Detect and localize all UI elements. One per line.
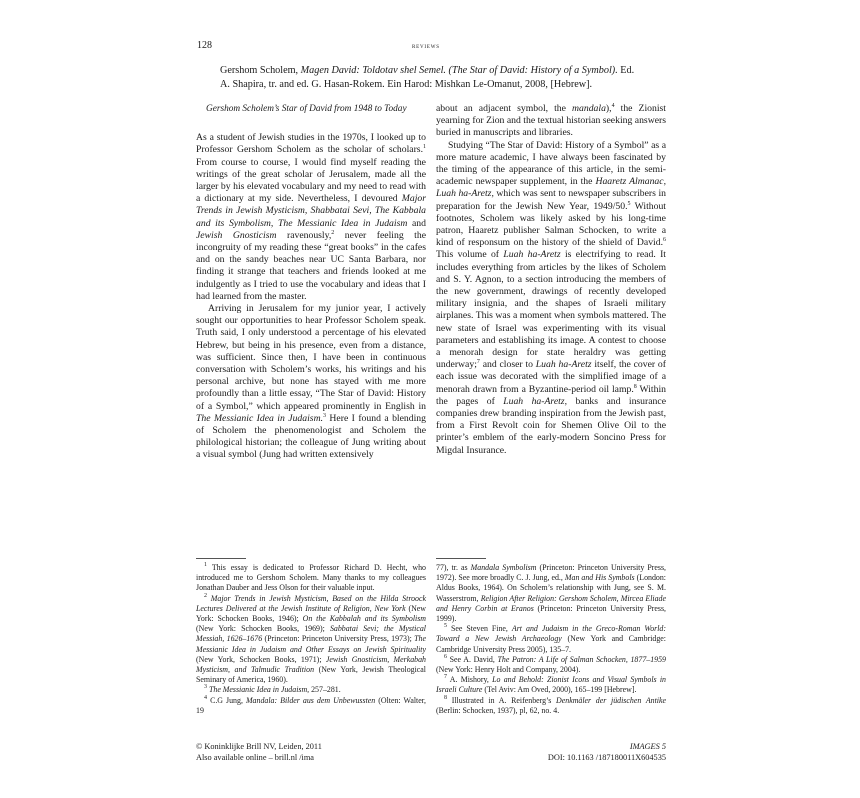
citation-author: Gershom Scholem, <box>220 65 299 76</box>
book-citation <box>196 64 678 92</box>
page-number: 128 <box>197 40 212 51</box>
footnote: $^2$ Major Trends in Jewish Mysticism, Based on the Hilda Stroock Lectures Delivered at the Jewish Institute of Religion, New York (New York: Schocken Books, 1946); On the Kabbalah and its Symbolism (New York: Schocken Books, 1969); Sabbatai Sevi; the Mystical Messiah, 1626–1676 (Princeton: Princeton University Press, 1973); The Messianic Idea in Judaism and Other Essays on Jewish Spirituality (New York, Schocken Books, 1971); Jewish Gnosticism, Merkabah Mysticism, and Talmudic Tradition (New York, Jewish Theological Seminary of America, 1960). <box>196 592 426 685</box>
footnote: $^7$ A. Mishory, Lo and Behold: Zionist Icons and Visual Symbols in Israeli Culture (Tel Aviv: Am Oved, 2000), 165–199 [Hebrew]. <box>436 674 666 695</box>
footer-journal <box>500 741 666 763</box>
citation-ed: Ed. <box>620 65 635 76</box>
footnotes-right <box>436 563 666 716</box>
footnote-ref[interactable]: 2 <box>331 229 335 236</box>
footnote-rule <box>436 558 486 559</box>
footnote: $^1$ This essay is dedicated to Professor Richard D. Hecht, who introduced me to Gershom Scholem. Many thanks to my colleagues Jonathan Dauber and Jess Olson for their valuable input. <box>196 562 426 593</box>
footnote-ref[interactable]: 5 <box>627 200 631 207</box>
footnote-ref[interactable]: 7 <box>476 359 480 366</box>
paragraph: about an adjacent symbol, the mandala),$^4$ the Zionist yearning for Zion and the textual historian seeking answers buried in manuscripts and libraries. <box>436 103 666 139</box>
paragraph: Studying “The Star of David: History of a Symbol” as a more mature academic, I have always been fascinated by the timing of the appearance of this article, in the semi-academic newspaper supplement, in the Haaretz Almanac, Luah ha-Aretz, which was sent to newspaper subscribers in preparation for the Jewish New Year, 1949/50.$^5$ Without footnotes, Scholem was likely asked by his long-time patron, Haaretz publisher Salman Schocken, to write a kind of responsum on the history of the shield of David.$^6$ This volume of Luah ha-Aretz is electrifying to read. It includes everything from articles by the likes of Scholem and S. Y. Agnon, to a section introducing the members of the new government, drawings of recently developed military insignia, and the shapes of Israeli military airplanes. This was a moment when symbols mattered. The new state of Israel was experimenting with its visual parameters and establishing its image. A contest to choose a menorah design for state heraldry was getting underway;$^7$ and closer to Luah ha-Aretz itself, the cover of each issue was decorated with the simplified image of a menorah drawn from a Byzantine-period oil lamp.$^8$ Within the pages of Luah ha-Aretz, banks and insurance companies drew branding inspiration from the Jewish past, from a First Revolt coin for Shemen Olive Oil to the printer’s emblem of the early-modern Soncino Press for Migdal Insurance. <box>436 139 667 456</box>
online-availability-link[interactable]: Also available online – brill.nl /ima <box>196 753 314 762</box>
copyright-line: © Koninklijke Brill NV, Leiden, 2011 <box>196 742 322 751</box>
running-head: reviews <box>412 41 440 50</box>
footnote: $^5$ See Steven Fine, Art and Judaism in the Greco-Roman World: Toward a New Jewish Archaeology (New York and Cambridge: Cambridge University Press 2005), 135–7. <box>436 623 666 654</box>
right-column <box>436 103 666 457</box>
journal-name: IMAGES 5 <box>629 742 666 751</box>
footnotes-left <box>196 563 426 716</box>
footnote-ref[interactable]: 6 <box>663 237 666 244</box>
paragraph: Arriving in Jerusalem for my junior year, I actively sought our opportunities to hear Professor Scholem speak. Truth said, I only understood a percentage of his elevated Hebrew, but being in his presence, even from a distance, was sufficient. Since then, I have been in continuous conversation with Scholem’s works, his writings and his personal archive, but none has stayed with me more profoundly than a little essay, “The Star of David: History of a Symbol,” which appeared prominently in English in The Messianic Idea in Judaism.$^3$ Here I found a blending of Scholem the phenomenologist and Scholem the philological historian; the colleague of Jung writing about a visual symbol (Jung had written extensively <box>196 303 426 461</box>
footnote-ref[interactable]: 1 <box>423 144 426 151</box>
citation-title: Magen David: Toldotav shel Semel. <box>300 65 446 76</box>
footnote: $^6$ See A. David, The Patron: A Life of Salman Schocken, 1877–1959 (New York: Henry Holt and Company, 2004). <box>436 653 666 675</box>
footnote-rule <box>196 558 246 559</box>
footnote-ref[interactable]: 3 <box>323 412 326 419</box>
citation-translated-title: (The Star of David: History of a Symbol). <box>448 65 618 76</box>
footer-publisher <box>196 741 322 763</box>
footnote-ref[interactable]: 8 <box>633 383 637 390</box>
doi[interactable]: DOI: 10.1163 /187180011X604535 <box>547 753 666 762</box>
footnote: $^4$ C.G Jung, Mandala: Bilder aus dem Unbewussten (Olten: Walter, 19 <box>196 694 427 715</box>
citation-line2: A. Shapira, tr. and ed. G. Hasan-Rokem. Ein Harod: Mishkan Le-Omanut, 2008, [Hebrew]. <box>220 79 593 90</box>
review-heading: Gershom Scholem’s Star of David from 1948 to Today <box>206 104 407 114</box>
footnote: $^8$ Illustrated in A. Reifenberg’s Denkmäler der jüdischen Antike (Berlin: Schocken, 1937), pl, 62, no. 4. <box>436 694 666 715</box>
footnote-continuation: 77), tr. as Mandala Symbolism (Princeton: Princeton University Press, 1972). See more broadly C. J. Jung, ed., Man and His Symbols (London: Aldus Books, 1964). On Scholem’s relationship with Jung, see S. M. Wasserstrom, Religion After Religion: Gershom Scholem, Mircea Eliade and Henry Corbin at Eranos (Princeton: Princeton University Press, 1999). <box>436 563 667 624</box>
paragraph: As a student of Jewish studies in the 1970s, I looked up to Professor Gershom Scholem as the scholar of scholars.$^1$ From course to course, I would find myself reading the writings of the great scholar of Jerusalem, made all the larger by his elevated vocabulary and my need to read with a dictionary at my side. Nevertheless, I devoured Major Trends in Jewish Mysticism, Shabbatai Sevi, The Kabbala and its Symbolism, The Messianic Idea in Judaism and Jewish Gnosticism ravenously,$^2$ never feeling the incongruity of my reading these “great books” in the cafes and on the sandy beaches near UC Santa Barbara, nor finding it strange that teachers and friends looked at me indulgently as I tried to use the vocabulary and ideas that I had learned from the master. <box>196 132 426 302</box>
footnote-ref[interactable]: 4 <box>611 103 615 109</box>
left-column <box>196 103 426 462</box>
footnote: $^3$ The Messianic Idea in Judaism, 257–281. <box>204 684 341 695</box>
